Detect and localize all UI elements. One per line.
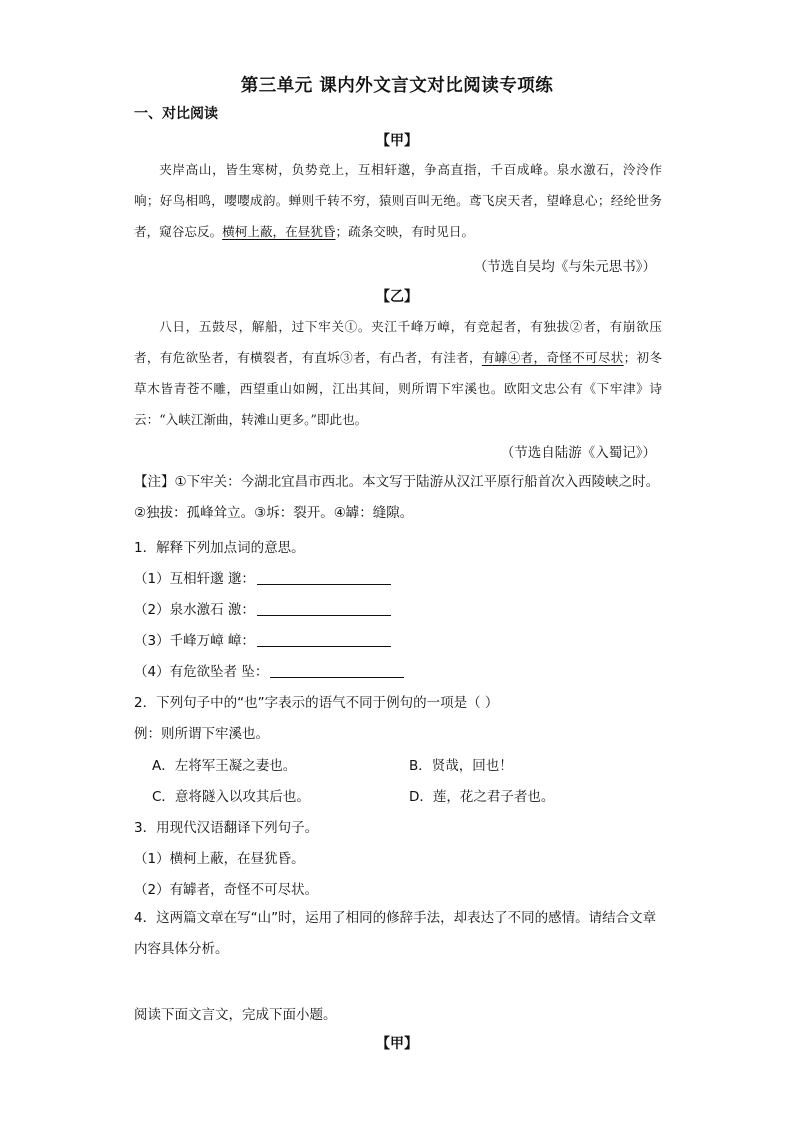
passage-yi-text: 八日，五鼓尽，解船，过下牢关①。夹江千峰万嶂，有竞起者，有独拔②者，有崩欲压者，有危欲坠者，有横裂者，有直坼③者，有凸者，有洼者，有罅④者，奇怪不可尽状；初冬草木皆青苍不雕，西望重山如阙，江出其间，则所谓下牢溪也。欧阳文忠公有《下牢津》诗云：“入峡江渐曲，转滩山更多。”即此也。 (134, 319, 663, 427)
annotation-note: 【注】①下牢关：今湖北宜昌市西北。本文写于陆游从汉江平原行船首次入西陵峡之时。②独拔：孤峰耸立。③坼：裂开。④罅：缝隙。 (134, 474, 660, 521)
option-d[interactable]: D．莲，花之君子者也。 (409, 789, 555, 805)
question-2-stem: 2．下列句子中的“也”字表示的语气不同于例句的一项是（ ） (134, 695, 499, 711)
question-2-example: 例：则所谓下牢溪也。 (134, 726, 269, 742)
answer-blank[interactable] (270, 663, 404, 678)
answer-blank[interactable] (257, 570, 391, 585)
passage-yi-label: 【乙】 (376, 289, 418, 305)
option-b[interactable]: B．贤哉，回也！ (409, 758, 513, 774)
section-2-intro: 阅读下面文言文，完成下面小题。 (134, 1007, 337, 1023)
answer-blank[interactable] (257, 601, 391, 616)
answer-blank[interactable] (257, 632, 391, 647)
question-3-item: （1）横柯上蔽，在昼犹昏。 (134, 851, 305, 867)
question-1-stem: 1．解释下列加点词的意思。 (134, 540, 305, 556)
passage-yi-source: （节选自陆游《入蜀记》） (500, 445, 656, 461)
question-1-item: （1）互相轩邈 邈： (134, 567, 391, 587)
underlined-sentence: 横柯上蔽，在昼犹昏 (222, 224, 336, 239)
section-heading: 一、对比阅读 (134, 106, 218, 122)
passage-jia-label: 【甲】 (376, 133, 418, 149)
question-1-item: （2）泉水激石 激： (134, 598, 391, 618)
question-3-item: （2）有罅者，奇怪不可尽状。 (134, 882, 319, 898)
section-2-passage-label: 【甲】 (376, 1036, 418, 1052)
option-c[interactable]: C．意将隧入以攻其后也。 (152, 789, 310, 805)
question-1-item: （4）有危欲坠者 坠： (134, 660, 404, 680)
question-4-stem: 4．这两篇文章在写“山”时，运用了相同的修辞手法，却表达了不同的感情。请结合文章内容具体分析。 (134, 910, 657, 957)
question-3-stem: 3．用现代汉语翻译下列句子。 (134, 820, 319, 836)
passage-jia-text: 夹岸高山，皆生寒树，负势竞上，互相轩邈，争高直指，千百成峰。泉水激石，泠泠作响；好鸟相鸣，嘤嘤成韵。蝉则千转不穷，猿则百叫无绝。鸢飞戾天者，望峰息心；经纶世务者，窥谷忘反。横柯上蔽，在昼犹昏；疏条交映，有时见日。 (134, 162, 662, 239)
option-a[interactable]: A．左将军王凝之妻也。 (152, 758, 297, 774)
question-1-item: （3）千峰万嶂 嶂： (134, 629, 391, 649)
page-title: 第三单元 课内外文言文对比阅读专项练 (240, 76, 554, 96)
underlined-sentence: 有罅④者，奇怪不可尽状 (481, 350, 624, 365)
passage-jia-source: （节选自吴均《与朱元思书》） (473, 259, 656, 275)
